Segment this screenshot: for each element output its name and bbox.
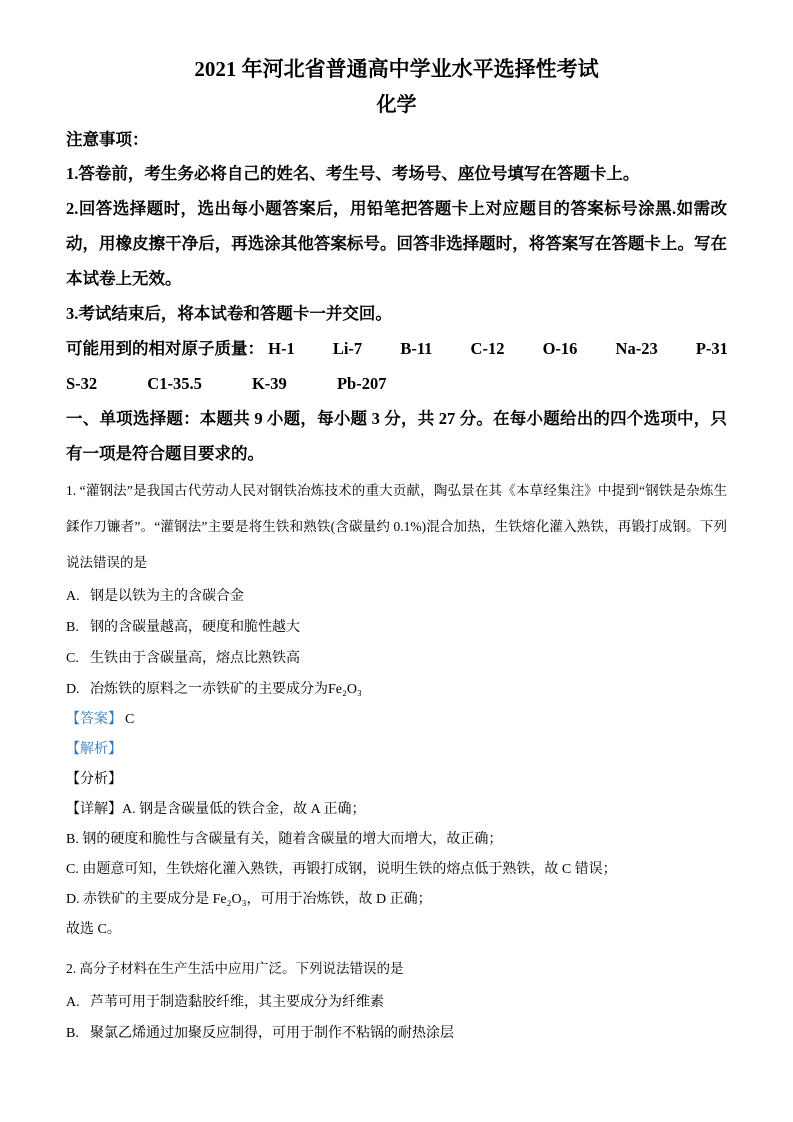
notice-item-2: 2.回答选择题时，选出每小题答案后，用铅笔把答题卡上对应题目的答案标号涂黑.如需改动，用橡皮擦干净后，再选涂其他答案标号。回答非选择题时，将答案写在答题卡上。写在本试卷上无效。 bbox=[66, 199, 727, 288]
answer-value: C bbox=[125, 712, 135, 727]
subject-title: 化学 bbox=[376, 94, 417, 116]
option-text: 钢是以铁为主的含碳合金 bbox=[90, 589, 244, 604]
q1-conclusion: 故选 C。 bbox=[66, 922, 121, 937]
notice-item-1: 1.答卷前，考生务必将自己的姓名、考生号、考场号、座位号填写在答题卡上。 bbox=[66, 164, 640, 183]
atomic-mass-entry: C-12 bbox=[470, 339, 505, 358]
option-letter: B. bbox=[66, 1026, 79, 1041]
q1-detail-d: D. 赤铁矿的主要成分是 Fe₂O₃，可用于冶炼铁，故 D 正确； bbox=[66, 892, 432, 907]
atomic-mass-entry: Li-7 bbox=[332, 339, 363, 358]
atomic-mass-entry: C1-35.5 bbox=[147, 374, 202, 393]
page-title: 2021 年河北省普通高中学业水平选择性考试 bbox=[194, 57, 599, 81]
answer-label: 【答案】 bbox=[66, 712, 122, 727]
atomic-mass-entry: Na-23 bbox=[615, 339, 658, 358]
notice-item-3: 3.考试结束后，将本试卷和答题卡一并交回。 bbox=[66, 304, 392, 323]
atomic-mass-entry: S-32 bbox=[66, 374, 98, 393]
option-letter: A. bbox=[66, 995, 80, 1010]
option-letter: A. bbox=[66, 589, 80, 604]
q1-option-a bbox=[66, 581, 727, 612]
option-text: 生铁由于含碳量高，熔点比熟铁高 bbox=[90, 651, 300, 666]
atomic-mass-entry: P-31 bbox=[695, 339, 728, 358]
option-letter: D. bbox=[66, 682, 80, 697]
q1-detail-c: C. 由题意可知，生铁熔化灌入熟铁，再锻打成钢，说明生铁的熔点低于熟铁，故 C 错误； bbox=[66, 862, 617, 877]
atomic-mass-line-2 bbox=[66, 366, 727, 401]
option-letter: B. bbox=[66, 620, 79, 635]
q1-detail-b: B. 钢的硬度和脆性与含碳量有关，随着含碳量的增大而增大，故正确； bbox=[66, 832, 503, 847]
notice-heading: 注意事项： bbox=[66, 130, 149, 149]
q1-fenxi-line bbox=[66, 765, 727, 795]
option-text: 钢的含碳量越高，硬度和脆性越大 bbox=[90, 620, 300, 635]
atomic-mass-label: 可能用到的相对原子质量： bbox=[66, 339, 264, 358]
section-1-heading: 一、单项选择题：本题共 9 小题，每小题 3 分，共 27 分。在每小题给出的四个选项中，只有一项是符合题目要求的。 bbox=[66, 409, 727, 463]
option-text: 聚氯乙烯通过加聚反应制得，可用于制作不粘锅的耐热涂层 bbox=[90, 1026, 454, 1041]
q1-option-b bbox=[66, 612, 727, 643]
q1-option-c bbox=[66, 643, 727, 674]
q1-jiexi-line bbox=[66, 735, 727, 765]
option-text: 冶炼铁的原料之一赤铁矿的主要成分为Fe₂O₃ bbox=[90, 682, 362, 697]
jiexi-label: 【解析】 bbox=[66, 742, 122, 757]
q2-option-a bbox=[66, 987, 727, 1018]
question-1-stem: 1. “灌钢法”是我国古代劳动人民对钢铁冶炼技术的重大贡献，陶弘景在其《本草经集注》中提到“钢铁是杂炼生鍒作刀镰者”。“灌钢法”主要是将生铁和熟铁(含碳量约 0.1%)混合加热，生铁熔化灌入熟铁，再锻打成钢。下列说法错误的是 bbox=[66, 483, 727, 570]
question-2-stem: 2. 高分子材料在生产生活中应用广泛。下列说法错误的是 bbox=[66, 961, 404, 976]
atomic-mass-entry: O-16 bbox=[542, 339, 578, 358]
atomic-mass-line-1 bbox=[66, 331, 727, 366]
q1-detail-a: 【详解】A. 钢是含碳量低的铁合金，故 A 正确； bbox=[66, 802, 366, 817]
q1-option-d bbox=[66, 674, 727, 705]
fenxi-label: 【分析】 bbox=[66, 772, 122, 787]
q1-answer-line bbox=[66, 705, 727, 735]
atomic-mass-entry: H-1 bbox=[268, 339, 295, 358]
atomic-mass-entry: B-11 bbox=[400, 339, 433, 358]
atomic-mass-entry: Pb-207 bbox=[336, 374, 387, 393]
option-letter: C. bbox=[66, 651, 79, 666]
option-text: 芦苇可用于制造黏胶纤维，其主要成分为纤维素 bbox=[90, 995, 384, 1010]
q2-option-b bbox=[66, 1018, 727, 1049]
atomic-mass-entry: K-39 bbox=[251, 374, 287, 393]
